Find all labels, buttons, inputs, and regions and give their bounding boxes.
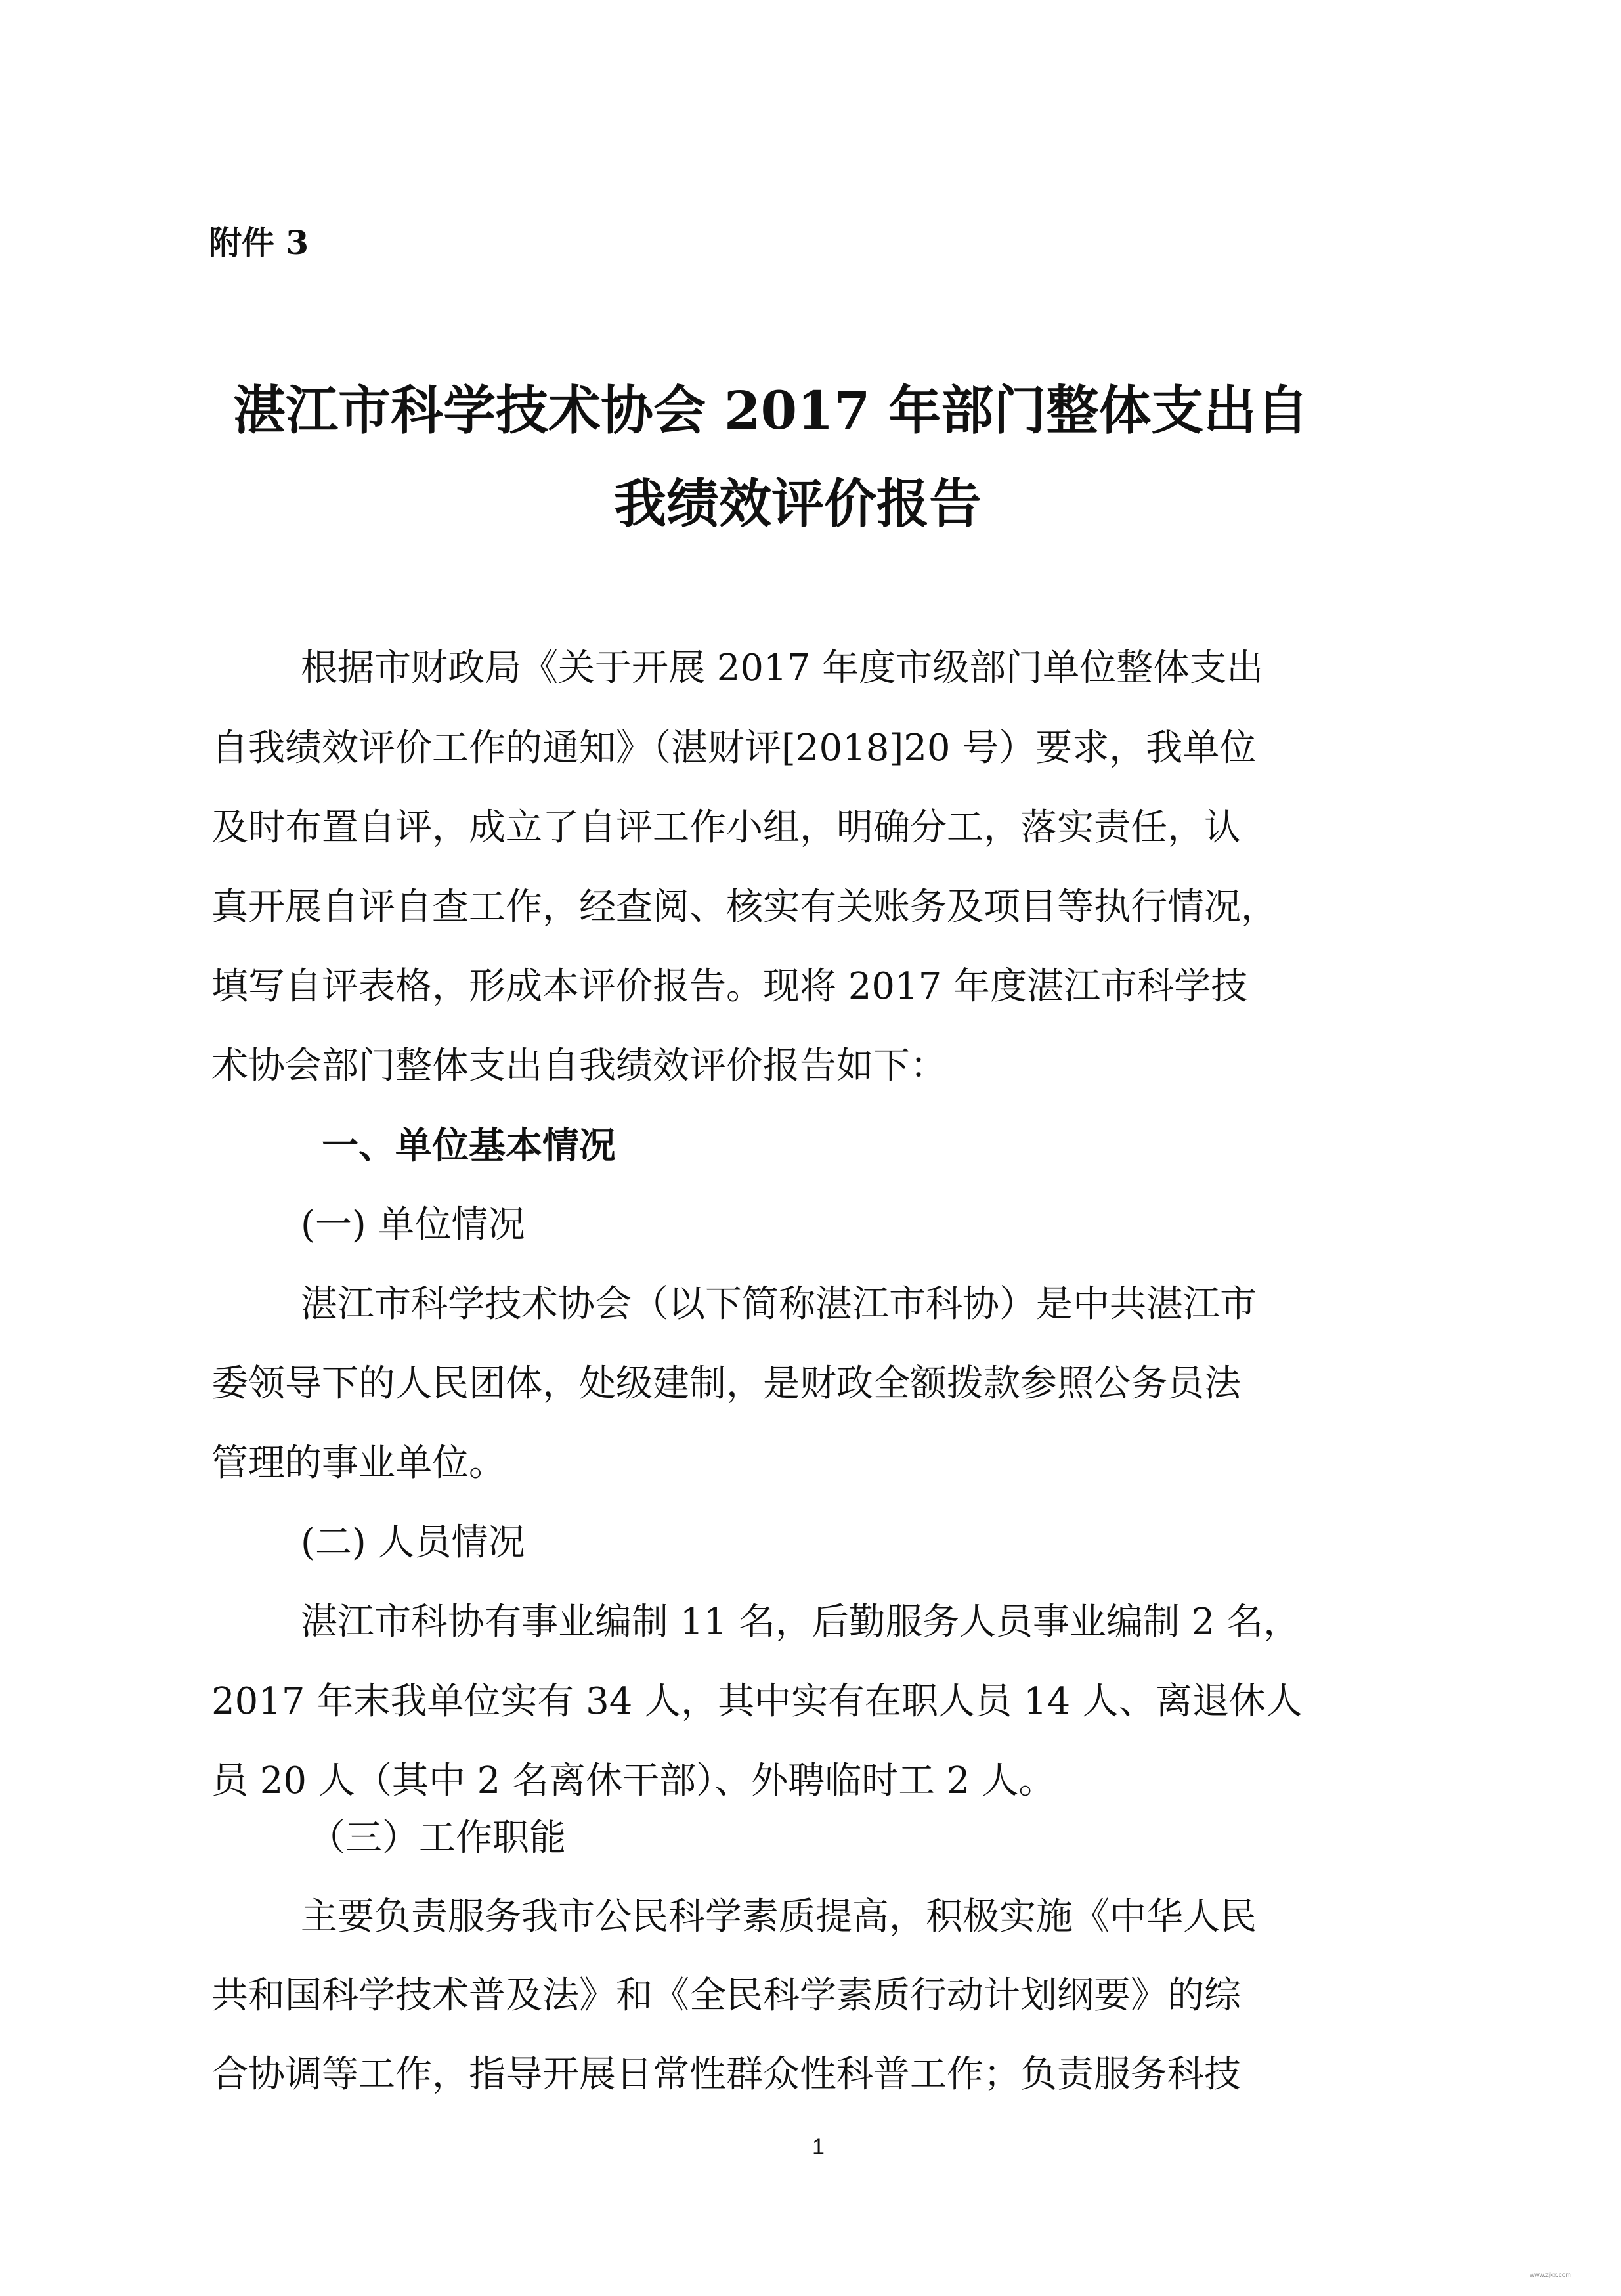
document-title-line-1: 湛江市科学技术协会 2017 年部门整体支出自 (233, 379, 1309, 441)
paragraph-line: 2017 年末我单位实有 34 人，其中实有在职人员 14 人、离退休人 (211, 1680, 1303, 1723)
subsection-heading: (二) 人员情况 (301, 1521, 525, 1564)
paragraph-line: 真开展自评自查工作，经查阅、核实有关账务及项目等执行情况， (211, 886, 1278, 928)
watermark: www.zjkx.com (1530, 2272, 1571, 2279)
paragraph-line: 员 20 人（其中 2 名离休干部）、外聘临时工 2 人。 (211, 1760, 1056, 1802)
document-title-line-2: 我绩效评价报告 (614, 473, 982, 534)
page-number: 1 (812, 2134, 825, 2159)
subsection-heading: (一) 单位情况 (301, 1203, 525, 1246)
paragraph-line: 自我绩效评价工作的通知》（湛财评[2018]20 号）要求，我单位 (211, 727, 1257, 769)
paragraph-line: 及时布置自评，成立了自评工作小组，明确分工，落实责任，认 (211, 806, 1241, 849)
subsection-heading: （三）工作职能 (309, 1817, 566, 1859)
paragraph-line: 湛江市科协有事业编制 11 名，后勤服务人员事业编制 2 名， (301, 1601, 1301, 1643)
paragraph-line: 主要负责服务我市公民科学素质提高，积极实施《中华人民 (301, 1895, 1257, 1938)
paragraph-line: 共和国科学技术普及法》和《全民科学素质行动计划纲要》的综 (211, 1974, 1241, 2017)
paragraph-line: 合协调等工作，指导开展日常性群众性科普工作；负责服务科技 (211, 2053, 1241, 2096)
paragraph-line: 管理的事业单位。 (211, 1442, 506, 1484)
paragraph-line: 根据市财政局《关于开展 2017 年度市级部门单位整体支出 (301, 647, 1264, 689)
paragraph-line: 术协会部门整体支出自我绩效评价报告如下： (211, 1045, 947, 1087)
paragraph-line: 委领导下的人民团体，处级建制，是财政全额拨款参照公务员法 (211, 1362, 1241, 1405)
attachment-label: 附件 3 (209, 223, 309, 262)
paragraph-line: 填写自评表格，形成本评价报告。现将 2017 年度湛江市科学技 (211, 965, 1248, 1008)
section-heading: 一、单位基本情况 (322, 1124, 616, 1167)
paragraph-line: 湛江市科学技术协会（以下简称湛江市科协）是中共湛江市 (301, 1283, 1257, 1326)
